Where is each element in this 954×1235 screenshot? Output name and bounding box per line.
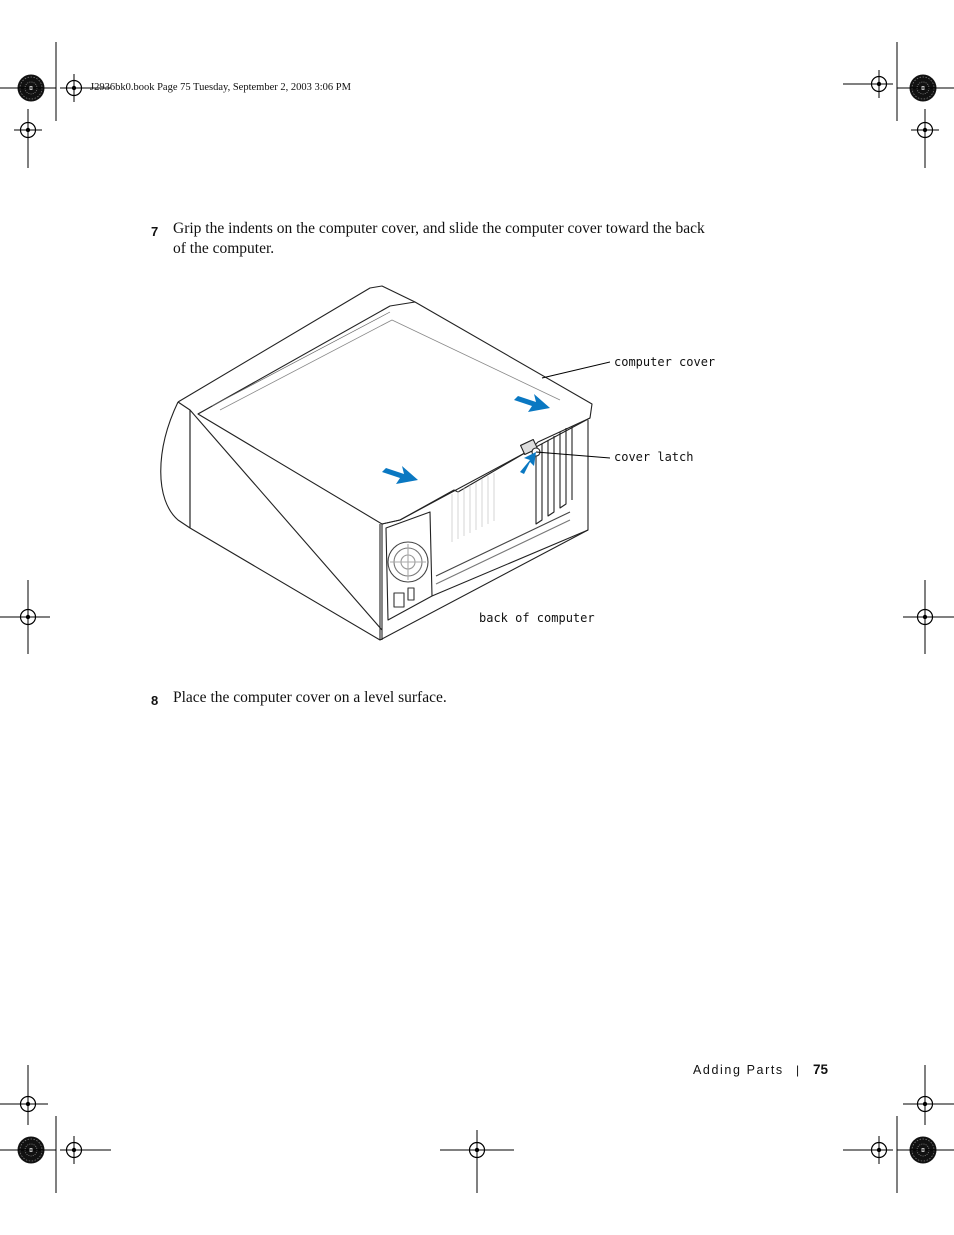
footer-separator: | — [796, 1063, 800, 1077]
leader-line-computer-cover — [542, 362, 610, 378]
step-text-line: Grip the indents on the computer cover, and slide the computer cover toward the back — [173, 220, 705, 237]
computer-cover-illustration — [150, 280, 610, 650]
step-text-line: of the computer. — [173, 240, 275, 257]
page-number: 75 — [813, 1062, 829, 1077]
arrow-icon — [520, 452, 536, 474]
front-bezel — [161, 402, 190, 528]
print-stamp: J2936bk0.book Page 75 Tuesday, September 2, 2003 3:06 PM — [90, 82, 351, 93]
step-number: 8 — [151, 693, 159, 708]
step-number: 7 — [151, 224, 159, 239]
power-connector — [394, 593, 404, 607]
callout-computer-cover: computer cover — [614, 355, 716, 369]
callout-back-of-computer: back of computer — [479, 611, 595, 625]
callout-cover-latch: cover latch — [614, 450, 694, 464]
leader-line-cover-latch — [536, 452, 610, 458]
step-text-line: Place the computer cover on a level surface. — [173, 689, 447, 706]
footer-section-title: Adding Parts — [693, 1063, 784, 1077]
top-cover — [198, 302, 592, 524]
